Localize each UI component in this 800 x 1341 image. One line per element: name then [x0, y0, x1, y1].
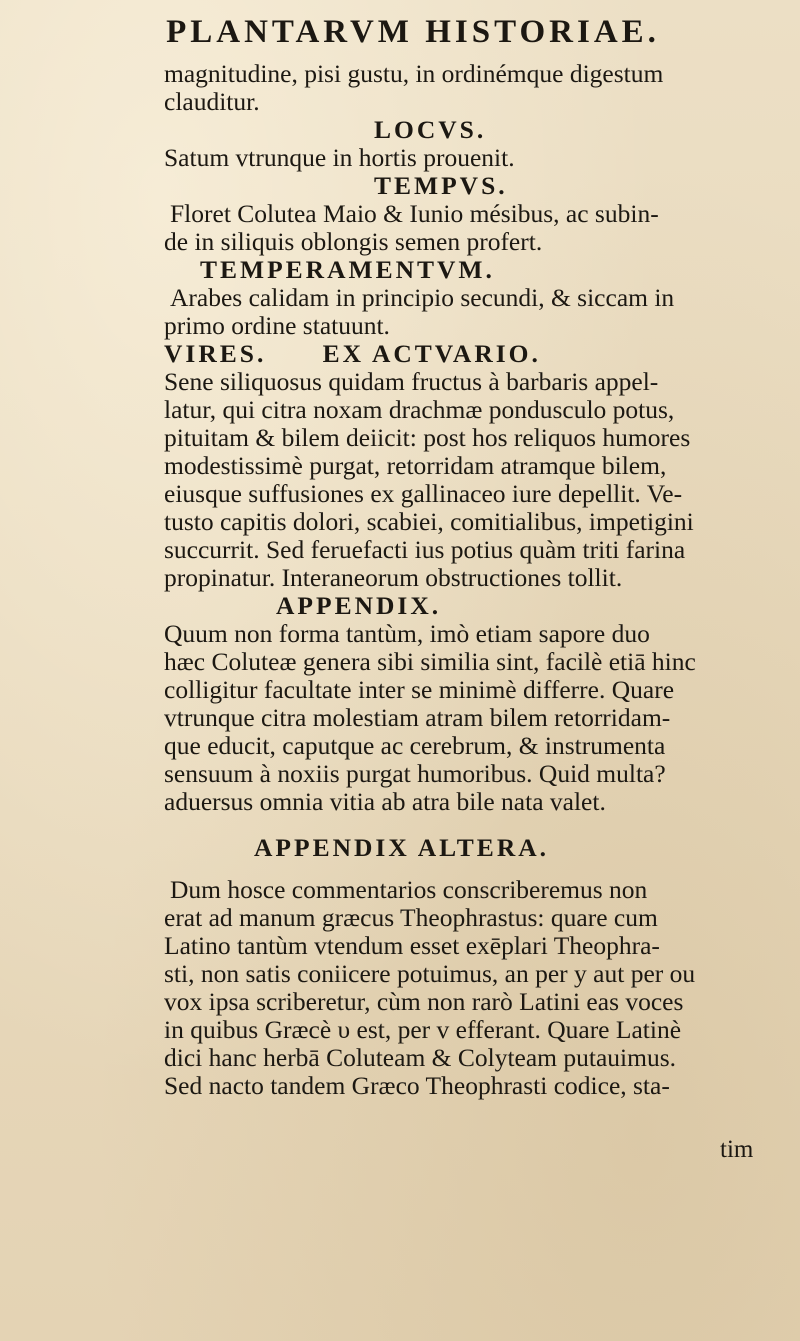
text-line: modestissimè purgat, retorridam atramque bilem,	[164, 451, 667, 480]
text-line: in quibus Græcè υ est, per v efferant. Quare Latinè	[164, 1015, 682, 1044]
text-line: vtrunque citra molestiam atram bilem retorridam-	[164, 703, 671, 732]
text-line: eiusque suffusiones ex gallinaceo iure depellit. Ve-	[164, 479, 683, 508]
catchword: tim	[720, 1136, 754, 1163]
text-line: hæc Coluteæ genera sibi similia sint, facilè etiā hinc	[164, 647, 696, 676]
text-line: primo ordine statuunt.	[164, 311, 390, 340]
text-line: que educit, caputque ac cerebrum, & instrumenta	[164, 731, 666, 760]
text-line: colligitur facultate inter se minimè differre. Quare	[164, 675, 675, 704]
text-line: tusto capitis dolori, scabiei, comitialibus, impetigini	[164, 507, 694, 536]
section-heading-appendix: APPENDIX.	[276, 591, 442, 620]
text-line: sensuum à noxiis purgat humoribus. Quid multa?	[164, 759, 666, 788]
text-line: Arabes calidam in principio secundi, & siccam in	[170, 283, 675, 312]
section-heading-temperamentum: TEMPERAMENTVM.	[200, 255, 495, 284]
section-heading-locus: LOCVS.	[374, 115, 487, 144]
text-line: Latino tantùm vtendum esset exēplari Theophra-	[164, 931, 660, 960]
text-line: erat ad manum græcus Theophrastus: quare cum	[164, 903, 658, 932]
body-text	[164, 60, 784, 1100]
section-heading-vires: VIRES. EX ACTVARIO.	[164, 339, 541, 368]
text-line: succurrit. Sed feruefacti ius potius quàm triti farina	[164, 535, 686, 564]
text-line: latur, qui citra noxam drachmæ pondusculo potus,	[164, 395, 675, 424]
text-line: Dum hosce commentarios conscriberemus non	[170, 875, 648, 904]
text-line: pituitam & bilem deiicit: post hos reliquos humores	[164, 423, 691, 452]
section-heading-appendix-altera: APPENDIX ALTERA.	[254, 833, 550, 862]
text-line: clauditur.	[164, 87, 260, 116]
text-line: Quum non forma tantùm, imò etiam sapore duo	[164, 619, 650, 648]
text-line: magnitudine, pisi gustu, in ordinémque digestum	[164, 59, 664, 88]
section-heading-tempus: TEMPVS.	[374, 171, 508, 200]
text-line: sti, non satis coniicere potuimus, an per y aut per ou	[164, 959, 696, 988]
text-line: dici hanc herbā Coluteam & Colyteam putauimus.	[164, 1043, 677, 1072]
text-line: Floret Colutea Maio & Iunio mésibus, ac subin-	[170, 199, 659, 228]
text-line: Satum vtrunque in hortis prouenit.	[164, 143, 515, 172]
text-line: de in siliquis oblongis semen profert.	[164, 227, 543, 256]
text-line: Sene siliquosus quidam fructus à barbaris appel-	[164, 367, 659, 396]
text-line: aduersus omnia vitia ab atra bile nata valet.	[164, 787, 606, 816]
running-header: PLANTARVM HISTORIAE.	[166, 14, 660, 50]
text-line: vox ipsa scriberetur, cùm non rarò Latini eas voces	[164, 987, 684, 1016]
text-line: Sed nacto tandem Græco Theophrasti codice, sta-	[164, 1071, 670, 1100]
text-line: propinatur. Interaneorum obstructiones tollit.	[164, 563, 623, 592]
